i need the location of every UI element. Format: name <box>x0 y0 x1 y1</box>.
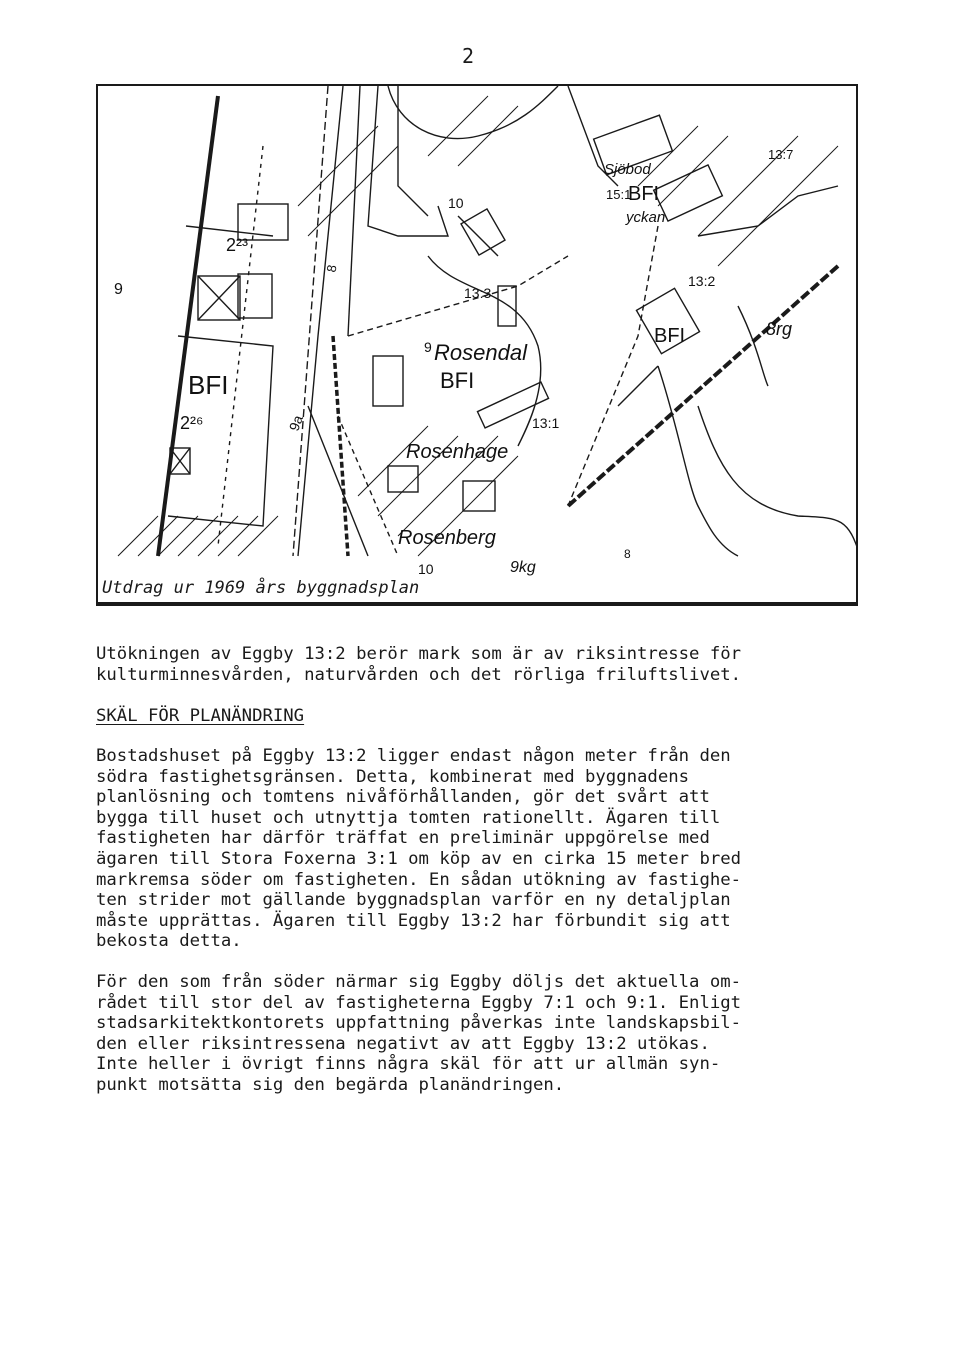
map-label-8rg: 8rg <box>766 319 793 339</box>
paragraph-intro: Utökningen av Eggby 13:2 berör mark som är av riksintresse för kulturminnesvården, naturvården och det rörliga friluftslivet. <box>96 644 742 685</box>
map-label-9-rosendal: 9 <box>424 339 432 355</box>
section-heading: SKÄL FÖR PLANÄNDRING <box>96 706 305 726</box>
map-label-13-7: 13:7 <box>768 147 794 162</box>
map-label-9-left: 9 <box>114 281 123 298</box>
map-label-rosenhage: Rosenhage <box>406 441 509 463</box>
map-label-15-1: 15:1 <box>606 187 632 202</box>
map-label-9a: 9a <box>285 412 306 434</box>
map-label-bfi-right: BFI <box>628 183 660 205</box>
map-label-bfi-left: BFI <box>188 370 229 400</box>
paragraph-reasons: Bostadshuset på Eggby 13:2 ligger endast någon meter från den södra fastighetsgränsen. Detta, kombinerat med byggnadens planlösning och tomtens nivåförhållanden, gör det svårt att bygga till huset och utnyttja tomten rationellt. Ägaren till fastigheten har därför träffat en preliminär uppgörelse med ägaren till Stora Foxerna 3:1 om köp av en cirka 15 meter bred markremsa söder om fastigheten. En sådan utökning av fastighe- ten strider mot gällande byggnadsplan varför en ny detaljplan måste upprättas. Ägaren till Eggby 13:2 har förbundit sig att bekosta detta. <box>96 746 742 952</box>
map-label-2-26: 2²⁶ <box>180 413 204 433</box>
caption-rule <box>98 602 856 604</box>
map-label-8b: 8 <box>624 547 631 561</box>
map-label-13-2: 13:2 <box>688 273 716 289</box>
paragraph-assessment: För den som från söder närmar sig Eggby döljs det aktuella om- rådet till stor del av fastigheterna Eggby 7:1 och 9:1. Enligt stadsarkitektkontorets uppfattning påverkas inte landskapsbil- den eller riksintressena negativt av att Eggby 13:2 utökas. Inte heller i övrigt finns några skäl för att ur allmän syn- punkt motsätta sig den begärda planändringen. <box>96 972 742 1095</box>
map-label-2-23: 2²³ <box>226 235 248 255</box>
map-label-sjobod: Sjöbod <box>604 161 651 178</box>
map-label-bfi-center: BFI <box>440 368 475 393</box>
map-label-8: 8 <box>323 263 340 274</box>
map-label-10: 10 <box>448 195 464 211</box>
map-label-rosendal: Rosendal <box>434 340 527 365</box>
map-label-bfi-far-right: BFI <box>654 325 686 347</box>
plan-map <box>96 84 858 606</box>
map-label-13-1: 13:1 <box>532 415 560 431</box>
map-label-yckan: yckan <box>626 209 666 226</box>
page-number: 2 <box>462 44 475 68</box>
map-label-10b: 10 <box>418 561 434 577</box>
map-label-rosenberg: Rosenberg <box>398 527 496 549</box>
map-label-9kg: 9kg <box>510 559 536 576</box>
map-caption: Utdrag ur 1969 års byggnadsplan <box>102 578 423 598</box>
map-label-13-3: 13:3 <box>464 285 492 301</box>
